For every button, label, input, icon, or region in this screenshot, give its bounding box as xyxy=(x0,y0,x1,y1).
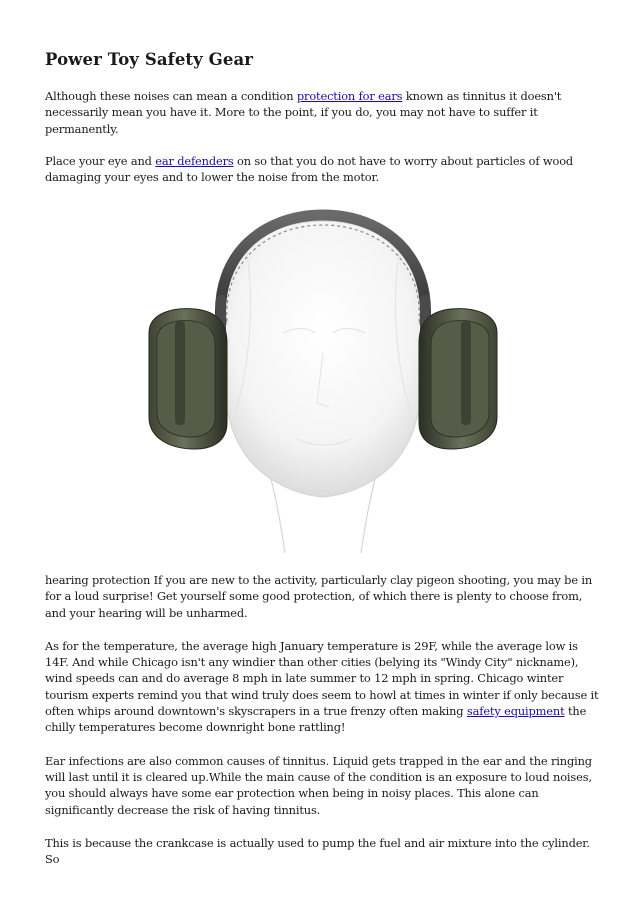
paragraph-1 xyxy=(45,88,601,137)
paragraph-4 xyxy=(45,638,601,736)
paragraph-2 xyxy=(45,153,601,186)
paragraph-6: This is because the crankcase is actually used to pump the fuel and air mixture into the cylinder. So xyxy=(45,835,590,867)
paragraph-1-text-end: known as tinnitus it doesn't necessarily mean you have it. More to the point, if you do, you may not have to suffer it permanently. xyxy=(45,89,562,136)
paragraph-2-text-start: Place your eye and xyxy=(45,153,156,168)
page-title: Power Toy Safety Gear xyxy=(45,50,254,69)
paragraph-5: Ear infections are also common causes of tinnitus. Liquid gets trapped in the ear and the ringing will last until it is cleared up.While the main cause of the condition is an exposure to loud noises, you should always have some ear protection when being in noisy places. This alone can significantly decrease the risk of having tinnitus. xyxy=(45,753,592,817)
right-ear-cup xyxy=(419,295,497,449)
ear-defenders-image xyxy=(45,203,601,553)
article xyxy=(45,48,601,185)
paragraph-1-text-start: Although these noises can mean a condition xyxy=(45,89,297,103)
article-body xyxy=(45,572,601,867)
link-protection-for-ears[interactable]: protection for ears xyxy=(296,89,403,103)
paragraph-4-text-start: As for the temperature, the average high January temperature is 29F, while the average low is 14F. And while Chicago isn't any windier than other cities (belying its "Windy City" nickname), wind speeds can and do average 8 mph in late summer to 12 mph in spring. Chicago winter tourism experts remind you that wind truly does seem to howl at times in winter if only because it often whips around downtown's skyscrapers in a true frenzy often making xyxy=(45,638,599,719)
link-ear-defenders[interactable]: ear defenders xyxy=(155,153,234,168)
paragraph-2-text-end: on so that you do not have to worry about particles of wood damaging your eyes and to lower the noise from the motor. xyxy=(45,153,574,185)
ear-defenders-icon xyxy=(45,203,601,553)
paragraph-4-text-end: the chilly temperatures become downright bone rattling! xyxy=(45,704,587,735)
left-ear-cup xyxy=(149,295,227,449)
link-safety-equipment[interactable]: safety equipment xyxy=(466,704,565,719)
paragraph-3: hearing protection If you are new to the activity, particularly clay pigeon shooting, you may be in for a loud surprise! Get yourself some good protection, of which there is plenty to choose from, and your hearing will be unharmed. xyxy=(45,573,593,620)
